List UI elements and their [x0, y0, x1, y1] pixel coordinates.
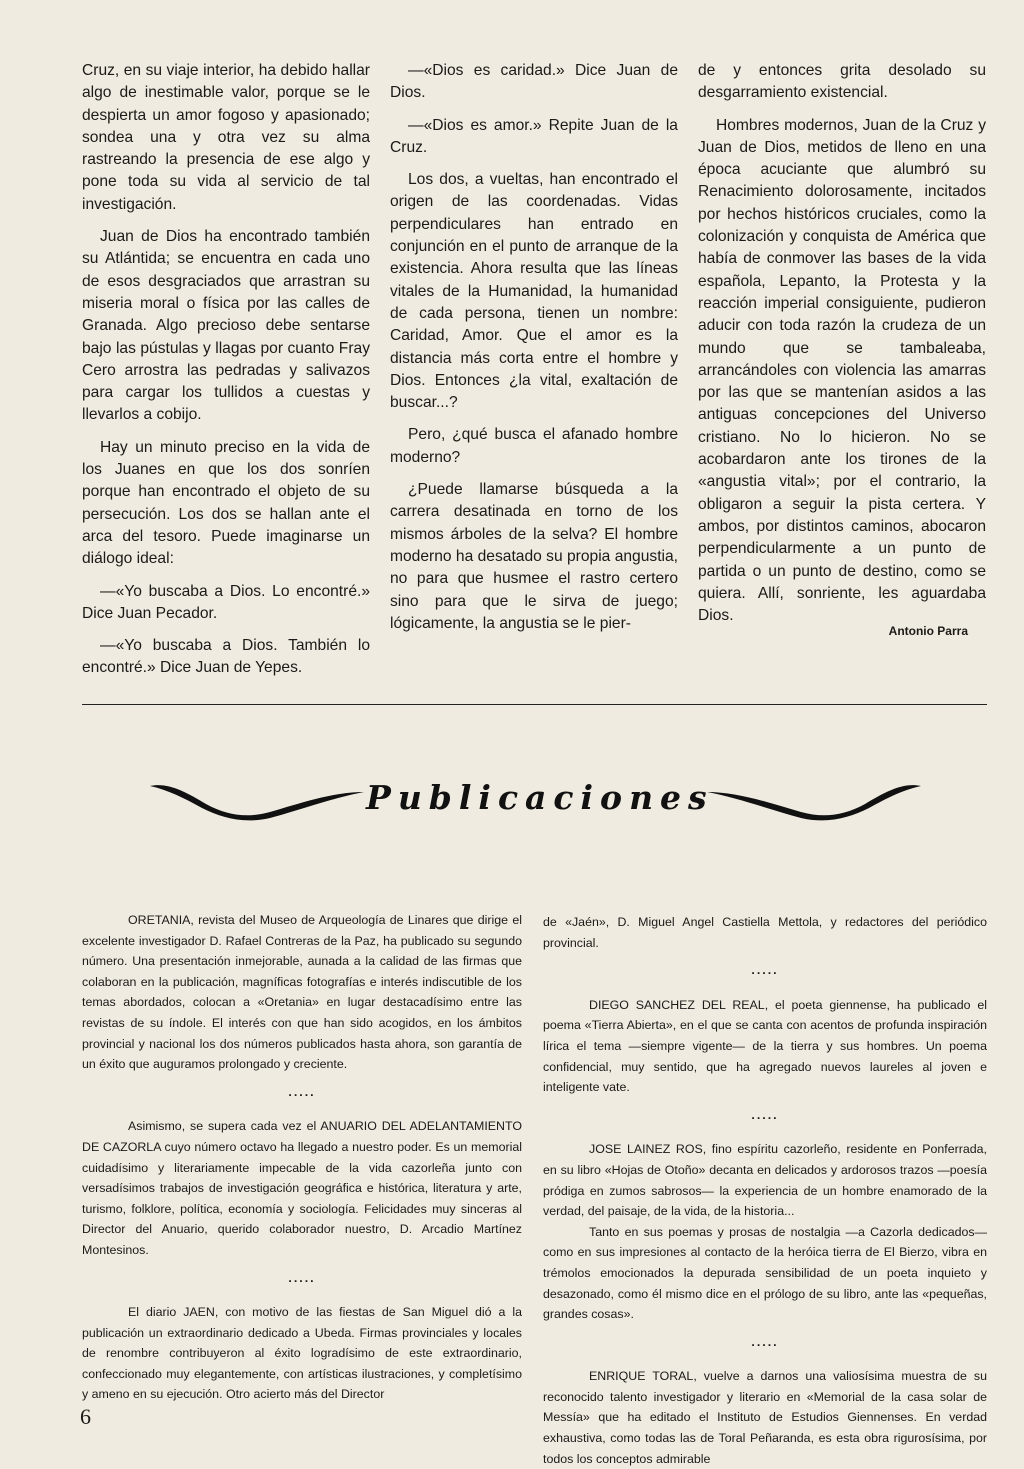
article-paragraph: Cruz, en su viaje interior, ha debido hallar algo de inestimable valor, porque se le despierta un amor fogoso y apasionado; sondea una y otra vez su alma rastreando la presencia de ese algo y pone toda su vida al servicio de tal investigación. [82, 62, 370, 213]
publications-column-1 [82, 910, 522, 1405]
right-flourish-ornament [705, 776, 923, 822]
article-paragraph: —«Yo buscaba a Dios. Lo encontré.» Dice Juan Pecador. [82, 582, 370, 622]
publications-column-2 [543, 912, 987, 1469]
article-paragraph: Hombres modernos, Juan de la Cruz y Juan de Dios, metidos de lleno en una época acuciante que alumbró su Renacimiento dolorosamente, incitados por hechos históricos cruciales, como la colonización y conquista de América que había de conmover las bases de la vida española, Lepanto, la Protesta y la reacción imperial consiguiente, pudieron aducir con toda razón la crudeza de un mundo que se tambaleaba, arrancándoles con violencia las amarras por las que se mantenían asidos a las antiguas concepciones del Universo cristiano. No lo hicieron. No se acobardaron ante los tirones de la «angustia vital»; por el contrario, la obligaron a seguir la pista certera. Y ambos, por distintos caminos, abocaron perpendicularmente a un punto de partida o un punto de destino, como se quiera. Allí, sonriente, les aguardaba Dios. [698, 116, 986, 625]
article-column-3 [698, 60, 986, 637]
article-paragraph: Hay un minuto preciso en la vida de los Juanes en que los dos sonríen porque han encontrado el objeto de su persecución. Los dos se hallan ante el arca del tesoro. Puede imaginarse un diálogo ideal: [82, 438, 370, 568]
publication-entry: Tanto en sus poemas y prosas de nostalgia —a Cazorla dedicados— como en sus impresiones al contacto de la heróica tierra de El Bierzo, vibra en trémolos emocionados la depurada sensibilidad de un poeta inquieto y desazonado, como él mismo dice en el prólogo de su libro, ante las «pequeñas, grandes cosas». [543, 1224, 987, 1322]
article-paragraph: de y entonces grita desolado su desgarramiento existencial. [698, 62, 986, 102]
entry-separator: ..... [751, 1107, 779, 1122]
article-paragraph: —«Dios es caridad.» Dice Juan de Dios. [390, 62, 678, 102]
page-number: 6 [80, 1404, 91, 1429]
article-paragraph: —«Dios es amor.» Repite Juan de la Cruz. [390, 116, 678, 156]
article-column-1 [82, 60, 370, 690]
publication-entry: de «Jaén», D. Miguel Angel Castiella Mettola, y redactores del periódico provincial. [543, 915, 987, 950]
publication-entry: DIEGO SANCHEZ DEL REAL, el poeta giennense, ha publicado el poema «Tierra Abierta», en el que se canta con acentos de profunda inspiración lírica el tema —siempre vigente— de la tierra y sus hombres. Un poema confidencial, muy sentido, que ha agregado nuevos laureles al joven e inteligente vate. [543, 997, 987, 1095]
article-paragraph: ¿Puede llamarse búsqueda a la carrera desatinada en torno de los mismos árboles de la selva? El hombre moderno ha desatado su propia angustia, no para que husmee el rastro certero sino para que le sirva de juego; lógicamente, la angustia se le pier- [390, 481, 678, 632]
article-paragraph: Juan de Dios ha encontrado también su Atlántida; se encuentra en cada uno de esos desgraciados que arrastran su miseria moral o física por las calles de Granada. Algo precioso debe sentarse bajo las pústulas y llagas por cuanto Fray Cero arrostra las pedradas y salivazos para cargar los tullidos a cuestas y llevarlos a cobijo. [82, 228, 370, 424]
entry-separator: ..... [751, 963, 779, 978]
article-column-2 [390, 60, 678, 645]
publication-entry: Asimismo, se supera cada vez el ANUARIO DEL ADELANTAMIENTO DE CAZORLA cuyo número octavo ha llegado a nuestro poder. Es un memorial cuidadísimo y literariamente impecable de la vida cazorleña junto con versadísimos trabajos de investigación geográfica e histórica, literatura y arte, turismo, folklore, política, economía y sociología. Felicidades muy sinceras al Director del Anuario, querido colaborador nuestro, D. Arcadio Martínez Montesinos. [82, 1119, 522, 1257]
article-paragraph: Pero, ¿qué busca el afanado hombre moderno? [390, 426, 678, 466]
article-paragraph: Los dos, a vueltas, han encontrado el origen de las coordenadas. Vidas perpendiculares han entrado en conjunción en el punto de arranque de la existencia. Ahora resulta que las líneas vitales de la Humanidad, la humanidad de cada persona, tienen un nombre: Caridad, Amor. Que el amor es la distancia más corta entre el hombre y Dios. Entonces ¿la vital, exaltación de buscar...? [390, 171, 678, 412]
entry-separator: ..... [288, 1084, 316, 1099]
publication-entry: JOSE LAINEZ ROS, fino espíritu cazorleño, residente en Ponferrada, en su libro «Hojas de Otoño» decanta en delicados y ardorosos trazos —poesía pródiga en zumos sabrosos— la experiencia de un hombre enamorado de la verdad, del paisaje, de la vida, de la historia... [543, 1142, 987, 1219]
entry-separator: ..... [751, 1334, 779, 1349]
section-title: Publicaciones [366, 778, 714, 817]
publication-entry: ORETANIA, revista del Museo de Arqueología de Linares que dirige el excelente investigador D. Rafael Contreras de la Paz, ha publicado su segundo número. Una presentación inmejorable, aunada a la calidad de las firmas que colaboran en la publicación, magníficas fotografías e interés indiscutible de los temas abordados, colocan a «Oretania» en lugar destacadísimo entre las revistas de su índole. El interés con que han sido acogidos, en los ámbitos provincial y nacional los dos números publicados hasta ahora, son garantía de un éxito que auguramos prolongado y creciente. [82, 913, 522, 1072]
article-paragraph: —«Yo buscaba a Dios. También lo encontré.» Dice Juan de Yepes. [82, 637, 370, 677]
author-signature: Antonio Parra [888, 624, 968, 638]
publication-entry: El diario JAEN, con motivo de las fiestas de San Miguel dió a la publicación un extraordinario dedicado a Ubeda. Firmas provinciales y locales de renombre contribuyeron al éxito logradísimo de este extraordinario, confeccionado muy elegantemente, con artísticas ilustraciones, y completísimo y ameno en su ejecución. Otro acierto más del Director [82, 1305, 522, 1402]
section-divider [82, 704, 987, 705]
left-flourish-ornament [148, 776, 366, 822]
publication-entry: ENRIQUE TORAL, vuelve a darnos una valiosísima muestra de su reconocido talento investigador y literario en «Memorial de la casa solar de Messía» que ha editado el Instituto de Estudios Giennenses. En verdad exhaustiva, como todas las de Toral Peñaranda, es esta obra rigurosísima, por todos los conceptos admirable [543, 1369, 987, 1466]
entry-separator: ..... [288, 1270, 316, 1285]
